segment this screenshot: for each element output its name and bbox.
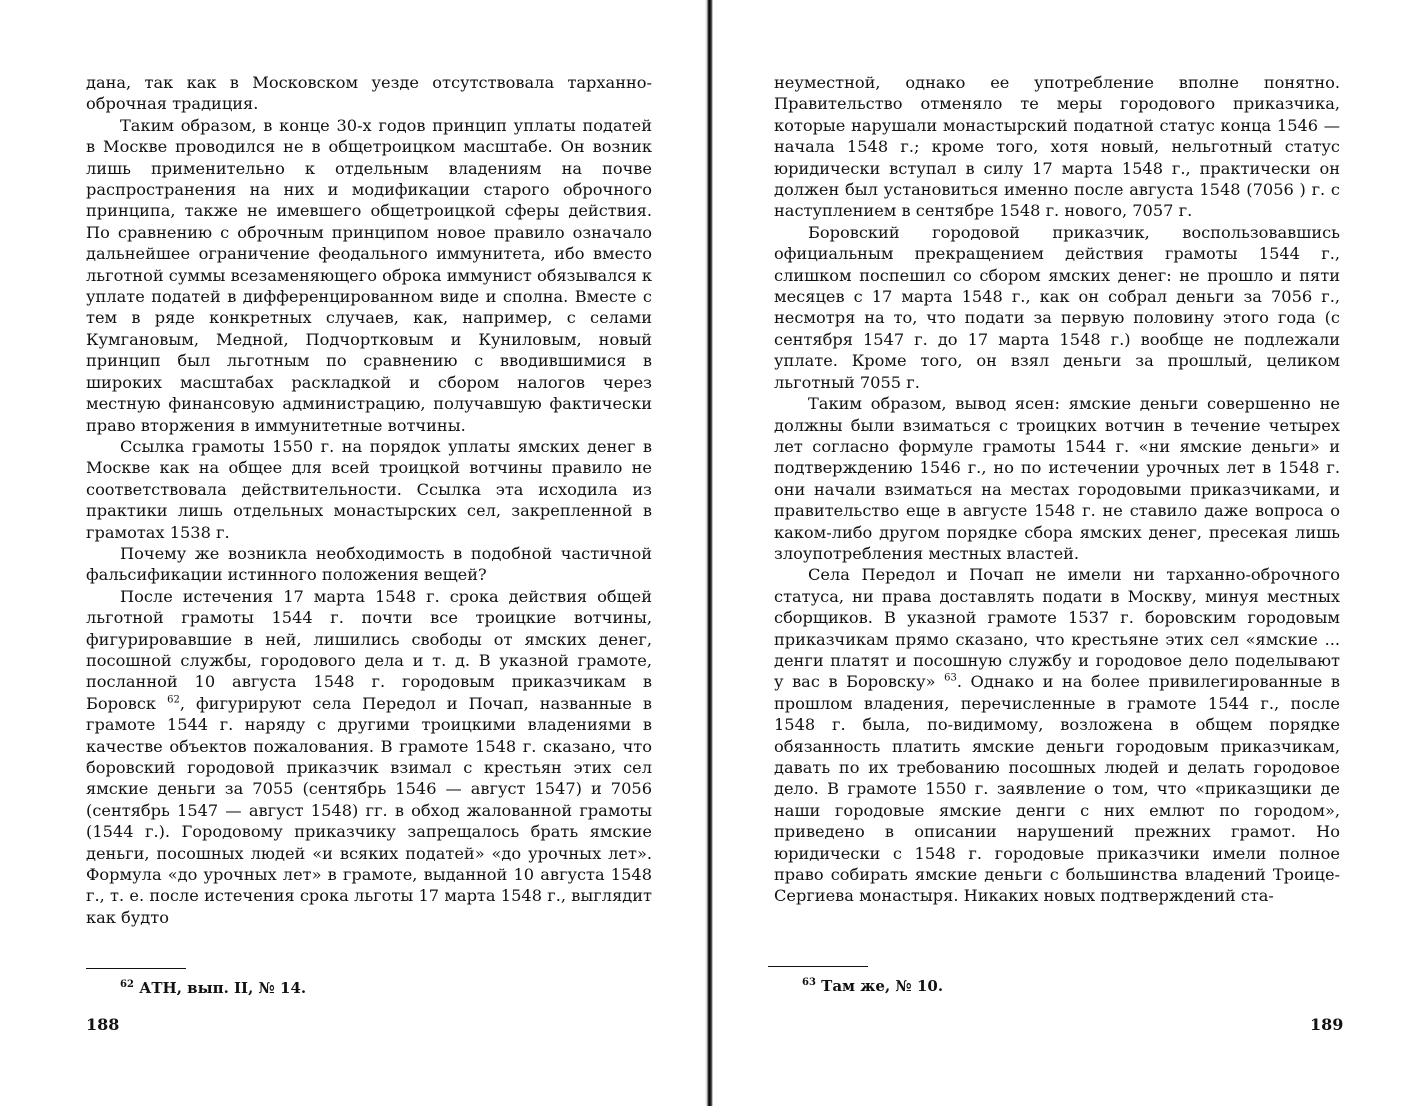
page-number: 188 (86, 1015, 120, 1034)
footnote-divider (768, 966, 868, 967)
footnote-text: АТН, вып. II, № 14. (139, 979, 307, 997)
left-page-body (86, 72, 652, 928)
paragraph-text: Села Передол и Почап не имели ни тарханно-оброчного статуса, ни права доставлять подати в Москву, минуя местных сборщиков. В указной грамоте 1537 г. боровским городовым приказчикам прямо сказано, что крестьяне этих сел «ямские ... денги платят и посошную службу и городовое дело поделывают у вас в Боровску» (774, 565, 1340, 692)
footnote-divider (86, 968, 186, 969)
paragraph: Таким образом, вывод ясен: ямские деньги совершенно не должны были взиматься с троицких вотчин в течение четырех лет согласно формуле грамоты 1544 г. «ни ямские деньги» и подтверждению 1546 г., но по истечении урочных лет в 1548 г. они начали взиматься на местах городовыми приказчиками, и правительство еще в августе 1548 г. не ставило даже вопроса о каком-либо другом порядке сбора ямских денег, пресекая лишь злоупотребления местных властей. (774, 394, 1340, 563)
paragraph: Боровский городовой приказчик, воспользовавшись официальным прекращением действия грамоты 1544 г., слишком поспешил со сбором ямских денег: не прошло и пяти месяцев с 17 марта 1548 г., как он собрал деньги за 7056 г., несмотря на то, что подати за первую половину этого года (с сентября 1547 г. до 17 марта 1548 г.) вообще не подлежали уплате. Кроме того, он взял деньги за прошлый, целиком льготный 7055 г. (774, 222, 1340, 392)
paragraph (86, 586, 652, 929)
paragraph: Почему же возникла необходимость в подобной частичной фальсификации истинного положения вещей? (86, 543, 652, 585)
paragraph: Ссылка грамоты 1550 г. на порядок уплаты ямских денег в Москве как на общее для всей троицкой вотчины правило не соответствовала действительности. Ссылка эта исходила из практики лишь отдельных монастырских сел, закрепленной в грамотах 1538 г. (86, 436, 652, 542)
footnote-number: 62 (120, 979, 134, 990)
paragraph-text: , фигурируют села Передол и Почап, названные в грамоте 1544 г. наряду с другими троицкими владениями в качестве объектов пожалования. В грамоте 1548 г. сказано, что боровский городовой приказчик взимал с крестьян этих сел ямские деньги за 7055 (сентябрь 1546 — август 1547) и 7056 (сентябрь 1547 — август 1548) гг. в обход жалованной грамоты (1544 г.). Городовому приказчику запрещалось брать ямские деньги, посошных людей «и всяких податей» «до урочных лет». Формула «до урочных лет» в грамоте, выданной 10 августа 1548 г., т. е. после истечения срока льготы 17 марта 1548 г., выглядит как будто (86, 693, 652, 927)
paragraph (774, 564, 1340, 907)
paragraph: дана, так как в Московском уезде отсутствовала тарханно-оброчная традиция. (86, 73, 652, 114)
paragraph-text: . Однако и на более привилегированные в прошлом владения, перечисленные в грамоте 1544 г., после 1548 г. была, по-видимому, возложена в общем порядке обязанность платить ямские деньги городовым приказчикам, давать по их требованию посошных людей и делать городовое дело. В грамоте 1550 г. заявление о том, что «приказщики де наши городовые ямские денги с них емлют по городом», приведено в описании нарушений прежних грамот. Но юридически с 1548 г. городовые приказчики имели полное право собирать ямские деньги с большинства владений Троице-Сергиева монастыря. Никаких новых подтверждений ста- (774, 672, 1340, 906)
footnote-ref[interactable]: 62 (167, 694, 180, 706)
footnote (802, 976, 943, 996)
right-page-body (774, 72, 1340, 907)
footnote-text: Там же, № 10. (821, 977, 944, 995)
book-gutter (705, 0, 713, 1106)
paragraph-text: После истечения 17 марта 1548 г. срока действия общей льготной грамоты 1544 г. почти все троицкие вотчины, фигурировавшие в ней, лишились свободы от ямских денег, посошной службы, городового дела и т. д. В указной грамоте, посланной 10 августа 1548 г. городовым приказчикам в Боровск (86, 586, 652, 713)
page-number: 189 (1310, 1015, 1344, 1034)
footnote-number: 63 (802, 977, 816, 988)
paragraph: Таким образом, в конце 30-х годов принцип уплаты податей в Москве проводился не в общетроицком масштабе. Он возник лишь применительно к отдельным владениям на почве распространения на них и модификации старого оброчного принципа, также не имевшего общетроицкой сферы действия. По сравнению с оброчным принципом новое правило означало дальнейшее ограничение феодального иммунитета, ибо вместо льготной суммы всезаменяющего оброка иммунист обязывался к уплате податей в дифференцированном виде и сполна. Вместе с тем в ряде конкретных случаев, как, например, с селами Кумгановым, Медной, Подчортковым и Куниловым, новый принцип был льготным по сравнению с вводившимися в широких масштабах раскладкой и сбором налогов через местную финансовую администрацию, получавшую фактически право вторжения в иммунитетные вотчины. (86, 115, 652, 435)
footnote (120, 978, 306, 998)
paragraph: неуместной, однако ее употребление вполне понятно. Правительство отменяло те меры городового приказчика, которые нарушали монастырский податной статус конца 1546 — начала 1548 г.; кроме того, хотя новый, нельготный статус юридически вступал в силу 17 марта 1548 г., практически он должен был установиться именно после августа 1548 (7056 ) г. с наступлением в сентябре 1548 г. нового, 7057 г. (774, 73, 1340, 221)
footnote-ref[interactable]: 63 (944, 672, 957, 684)
